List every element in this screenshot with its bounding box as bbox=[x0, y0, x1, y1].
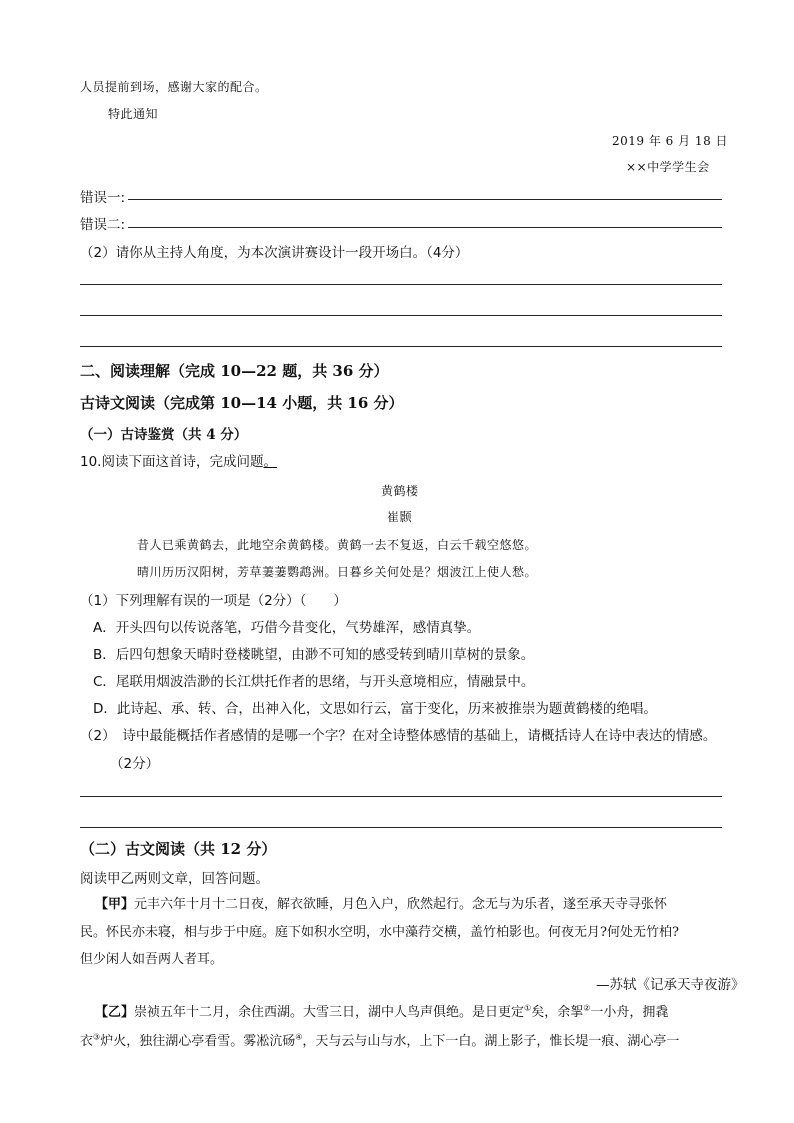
passage-yi-text: 崇祯五年十二月，余住西湖。大雪三日，湖中人鸟声俱绝。是日更定 bbox=[134, 1005, 525, 1020]
answer-line[interactable] bbox=[80, 284, 722, 285]
option-d[interactable]: D．此诗起、承、转、合，出神入化，文思如行云，富于变化，历来被推崇为题黄鹤楼的绝唱。 bbox=[93, 701, 657, 717]
notice-org: ××中学学生会 bbox=[626, 160, 710, 174]
question-opening-speech: （2）请你从主持人角度，为本次演讲赛设计一段开场白。（4分） bbox=[80, 245, 469, 261]
answer-line[interactable] bbox=[80, 827, 722, 828]
passage-yi-text: 衣 bbox=[80, 1034, 94, 1049]
passage-yi-text: 一小舟，拥毳 bbox=[590, 1005, 669, 1020]
passage-yi-text: ，天与云与山与水，上下一白。湖上影子，惟长堤一痕、湖心亭一 bbox=[302, 1034, 680, 1049]
option-c[interactable]: C．尾联用烟波浩渺的长江烘托作者的思绪，与开头意境相应，情融景中。 bbox=[93, 674, 535, 690]
option-b[interactable]: B．后四句想象天晴时登楼眺望，由渺不可知的感受转到晴川草树的景象。 bbox=[93, 647, 535, 663]
notice-line-end: 人员提前到场，感谢大家的配合。 bbox=[80, 80, 268, 94]
poem-title: 黄鹤楼 bbox=[381, 484, 419, 498]
passage-yi-tag: 【乙】 bbox=[95, 1005, 135, 1020]
option-a[interactable]: A．开头四句以传说落笔，巧借今昔变化，气势雄浑，感情真挚。 bbox=[93, 620, 481, 636]
part-two-instruction: 阅读甲乙两则文章，回答问题。 bbox=[80, 871, 269, 887]
footnote-marker: ② bbox=[583, 1003, 591, 1013]
poem-line-1: 昔人已乘黄鹤去，此地空余黄鹤楼。黄鹤一去不复返，白云千载空悠悠。 bbox=[137, 538, 538, 552]
passage-jia-line-2: 民。怀民亦未寝，相与步于中庭。庭下如积水空明，水中藻荇交横，盖竹柏影也。何夜无月?何处无竹柏? bbox=[80, 925, 679, 940]
passage-jia-source: —苏轼《记承天寺夜游》 bbox=[596, 977, 745, 993]
poem-line-2: 晴川历历汉阳树，芳草萋萋鹦鹉洲。日暮乡关何处是？烟波江上使人愁。 bbox=[137, 565, 538, 579]
passage-jia-text-1: 元丰六年十月十二日夜，解衣欲睡，月色入户，欣然起行。念无与为乐者，遂至承天寺寻张怀 bbox=[134, 897, 668, 912]
part-two-title: （二）古文阅读（共 12 分） bbox=[80, 840, 277, 858]
question-1-stem: （1）下列理解有误的一项是（2分）（ ） bbox=[80, 593, 347, 609]
passage-yi-line-2 bbox=[80, 1030, 679, 1049]
passage-yi-text: 炉火，独往湖心亭看雪。雾凇沆砀 bbox=[100, 1034, 296, 1049]
answer-line[interactable] bbox=[80, 315, 722, 316]
part-one-title: （一）古诗鉴赏（共 4 分） bbox=[80, 427, 248, 443]
question-2-score: （2分） bbox=[110, 756, 160, 772]
passage-yi-line-1 bbox=[95, 1001, 668, 1020]
footnote-marker: ③ bbox=[93, 1032, 101, 1042]
footnote-marker: ① bbox=[524, 1003, 532, 1013]
error-one-answer-line[interactable] bbox=[128, 199, 722, 200]
error-two-answer-line[interactable] bbox=[128, 227, 722, 228]
notice-date: 2019 年 6 月 18 日 bbox=[612, 134, 729, 148]
question-10-stem bbox=[80, 450, 277, 470]
question-2-stem: （2） 诗中最能概括作者感情的是哪一个字？在对全诗整体感情的基础上，请概括诗人在诗中表达的情感。 bbox=[80, 728, 717, 744]
poem-author: 崔颢 bbox=[387, 510, 413, 524]
answer-line[interactable] bbox=[80, 796, 722, 797]
passage-yi-text: 矣，余挐 bbox=[531, 1005, 584, 1020]
passage-jia-line-1 bbox=[95, 893, 667, 912]
answer-line[interactable] bbox=[80, 346, 722, 347]
notice-special: 特此通知 bbox=[108, 107, 159, 121]
passage-jia-tag: 【甲】 bbox=[95, 897, 135, 912]
section-subtitle: 古诗文阅读（完成第 10—14 小题，共 16 分） bbox=[80, 394, 404, 412]
passage-jia-line-3: 但少闲人如吾两人者耳。 bbox=[80, 952, 224, 967]
error-two-label: 错误二: bbox=[80, 217, 126, 233]
footnote-marker: ④ bbox=[295, 1032, 303, 1042]
error-one-label: 错误一: bbox=[80, 190, 126, 206]
question-10-period: 。 bbox=[263, 454, 277, 470]
section-title: 二、阅读理解（完成 10—22 题，共 36 分） bbox=[80, 362, 389, 380]
question-10-text: 10.阅读下面这首诗，完成问题 bbox=[80, 454, 264, 470]
